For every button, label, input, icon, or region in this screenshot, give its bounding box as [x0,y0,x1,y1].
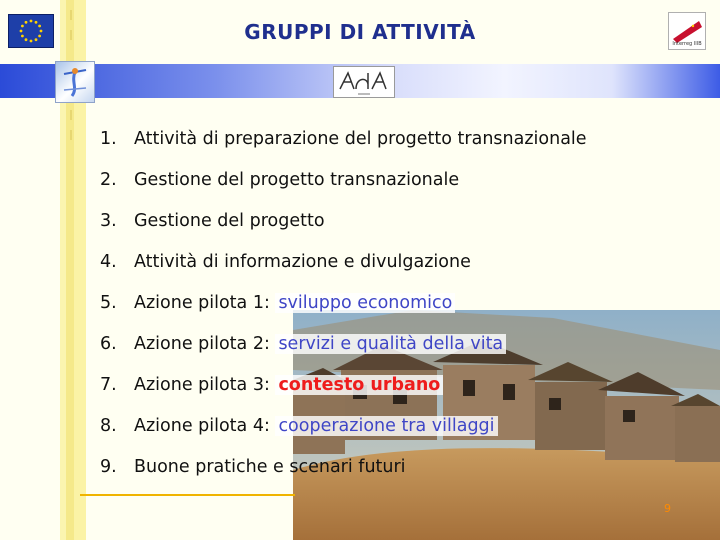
item-number: 5. [100,293,117,313]
item-number: 4. [100,252,117,272]
item-number: 7. [100,375,117,395]
footer-rule [80,494,295,496]
list-item [100,126,587,167]
list-item [100,208,587,249]
item-highlight: servizi e qualità della vita [275,334,506,354]
eu-flag-icon [8,14,54,48]
item-highlight: cooperazione tra villaggi [275,416,497,436]
item-highlight: sviluppo economico [275,293,455,313]
list-item [100,413,587,454]
item-text: Gestione del progetto [134,211,325,231]
item-highlight: contesto urbano [275,375,443,395]
item-text: Azione pilota 1: [134,293,276,313]
item-text: Attività di preparazione del progetto transnazionale [134,129,587,149]
stripe-tick [70,10,72,20]
item-number: 8. [100,416,117,436]
item-text: Azione pilota 4: [134,416,276,436]
activity-list [100,126,587,495]
list-item [100,372,587,413]
page-number: 9 [664,502,671,515]
stripe-tick [70,110,72,120]
list-item [100,454,587,495]
stripe-tick [70,30,72,40]
item-number: 3. [100,211,117,231]
list-item [100,290,587,331]
item-number: 2. [100,170,117,190]
item-text: Azione pilota 3: [134,375,276,395]
slide-title: GRUPPI DI ATTIVITÀ [244,20,476,44]
item-text: Gestione del progetto transnazionale [134,170,460,190]
item-text: Attività di informazione e divulgazione [134,252,471,272]
interreg-logo [668,12,706,50]
stripe-tick [70,130,72,140]
item-text: Azione pilota 2: [134,334,276,354]
item-number: 1. [100,129,117,149]
item-text: Buone pratiche e scenari futuri [134,457,406,477]
item-number: 9. [100,457,117,477]
project-logo [55,61,95,103]
ada-city-logo [333,66,395,98]
list-item [100,331,587,372]
item-number: 6. [100,334,117,354]
interreg-caption: Interreg IIIB [672,41,702,47]
list-item [100,167,587,208]
list-item [100,249,587,290]
